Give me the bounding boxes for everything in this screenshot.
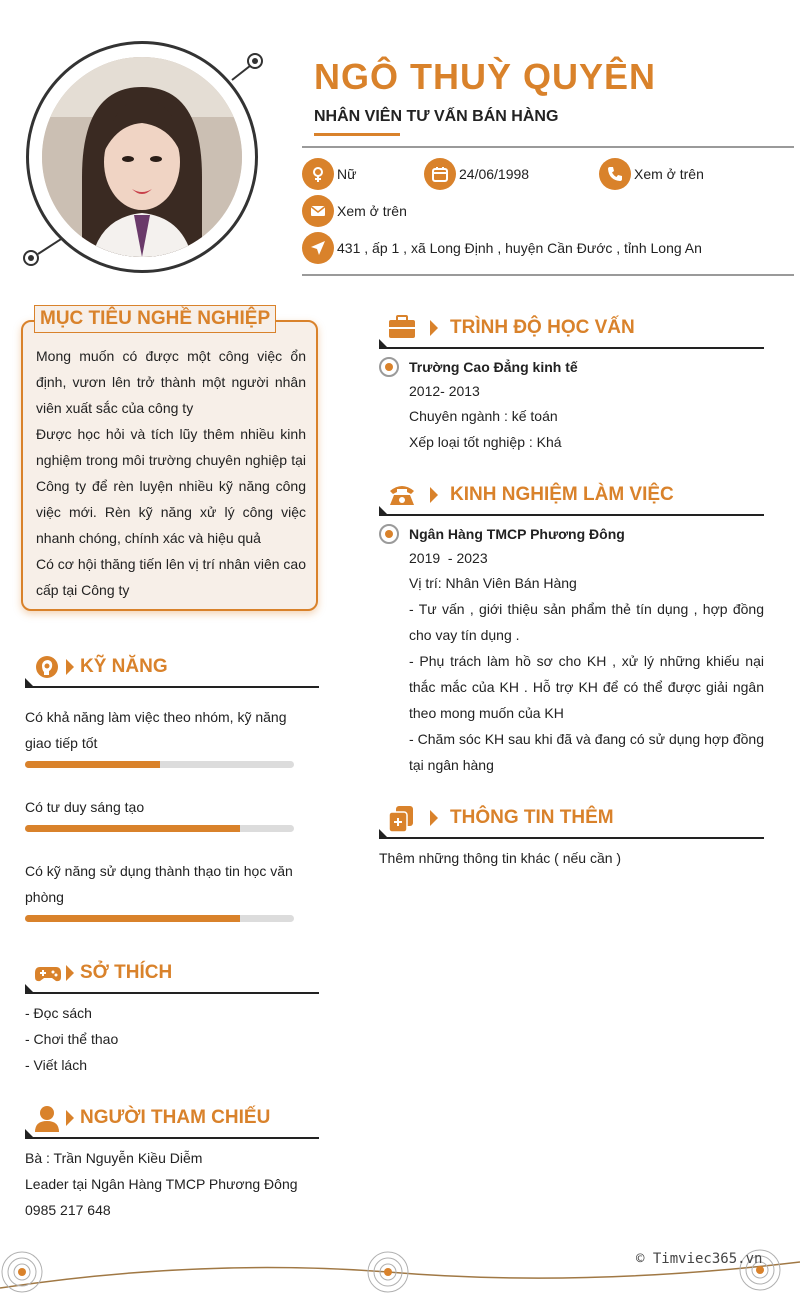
- skill-label: Có tư duy sáng tạo: [25, 799, 145, 815]
- experience-duty: - Tư vấn , giới thiệu sản phẩm thẻ tín dụng , hợp đồng cho vay tín dụng .: [409, 601, 764, 643]
- address-value: 431 , ấp 1 , xã Long Định , huyện Cần Đước , tỉnh Long An: [337, 240, 702, 256]
- hobby-item: - Đọc sách: [25, 1005, 92, 1021]
- phone-icon: [599, 158, 631, 190]
- avatar: [42, 57, 242, 257]
- experience-company: Ngân Hàng TMCP Phương Đông: [409, 526, 625, 542]
- add-document-icon: [388, 805, 414, 838]
- reference-line: Bà : Trần Nguyễn Kiều Diễm: [25, 1150, 203, 1166]
- footer-decoration: [0, 1240, 800, 1294]
- experience-duty: - Chăm sóc KH sau khi đã và đang có sử dụng hợp đồng tại ngân hàng: [409, 731, 764, 773]
- education-years: 2012- 2013: [409, 383, 480, 399]
- objective-box: [21, 320, 318, 611]
- skill-bar-fill: [25, 761, 160, 768]
- location-icon: [302, 232, 334, 264]
- phone-desk-icon: [388, 483, 416, 512]
- skill-bar: [25, 915, 294, 922]
- education-grade: Xếp loại tốt nghiệp : Khá: [409, 434, 562, 450]
- hobbies-title: SỞ THÍCH: [80, 962, 173, 983]
- skills-icon: [34, 655, 60, 686]
- skills-rule: [25, 686, 319, 688]
- info-top-divider: [302, 146, 794, 148]
- person-icon: [34, 1104, 60, 1137]
- education-title: TRÌNH ĐỘ HỌC VẤN: [450, 317, 635, 338]
- reference-line: Leader tại Ngân Hàng TMCP Phương Đông: [25, 1176, 298, 1192]
- objective-paragraph: Mong muốn có được một công việc ổn định, vươn lên trở thành một người nhân viên xuất sắc của công ty: [36, 348, 306, 416]
- education-major: Chuyên ngành : kế toán: [409, 408, 558, 424]
- objective-paragraph: Được học hỏi và tích lũy thêm nhiều kinh nghiệm trong môi trường chuyên nghiệp tại Công ty để rèn luyện nhiều kỹ năng công việc mới. Rèn kỹ năng xử lý công việc nhanh chóng, chính xác và hiệu quả: [36, 426, 306, 546]
- education-school: Trường Cao Đẳng kinh tế: [409, 359, 578, 375]
- email-icon: [302, 195, 334, 227]
- education-timeline-dot: [379, 357, 399, 377]
- candidate-name: NGÔ THUỲ QUYÊN: [314, 56, 657, 97]
- experience-timeline-dot: [379, 524, 399, 544]
- avatar-deco-dot-bottom: [23, 250, 39, 266]
- info-bottom-divider: [302, 274, 794, 276]
- job-title-underline: [314, 133, 400, 136]
- extra-text: Thêm những thông tin khác ( nếu cần ): [379, 850, 622, 866]
- skill-bar: [25, 761, 294, 768]
- skill-label: Có kỹ năng sử dụng thành thạo tin học văn phòng: [25, 863, 293, 905]
- experience-rule: [379, 514, 764, 516]
- experience-duties: [409, 596, 764, 778]
- watermark: © Timviec365.vn: [636, 1251, 763, 1267]
- experience-years: 2019 - 2023: [409, 550, 488, 566]
- skills-chevron-icon: [66, 659, 74, 675]
- phone-value: Xem ở trên: [634, 166, 704, 182]
- job-title: NHÂN VIÊN TƯ VẤN BÁN HÀNG: [314, 108, 559, 125]
- skills-title: KỸ NĂNG: [80, 656, 168, 677]
- hobbies-rule: [25, 992, 319, 994]
- email-value: Xem ở trên: [337, 203, 407, 219]
- calendar-icon: [424, 158, 456, 190]
- extra-chevron-icon: [430, 810, 438, 826]
- references-chevron-icon: [66, 1110, 74, 1126]
- avatar-deco-dot-top: [247, 53, 263, 69]
- gender-value: Nữ: [337, 166, 357, 182]
- birthday-value: 24/06/1998: [459, 166, 530, 182]
- reference-line: 0985 217 648: [25, 1202, 111, 1218]
- references-title: NGƯỜI THAM CHIẾU: [80, 1107, 271, 1128]
- objective-title: MỤC TIÊU NGHỀ NGHIỆP: [34, 305, 276, 333]
- hobbies-chevron-icon: [66, 965, 74, 981]
- extra-rule: [379, 837, 764, 839]
- extra-title: THÔNG TIN THÊM: [450, 807, 614, 828]
- experience-title: KINH NGHIỆM LÀM VIỆC: [450, 484, 674, 505]
- references-rule: [25, 1137, 319, 1139]
- gamepad-icon: [34, 963, 62, 990]
- objective-paragraph: Có cơ hội thăng tiến lên vị trí nhân viên cao cấp tại Công ty: [36, 556, 306, 598]
- briefcase-icon: [388, 315, 416, 344]
- experience-chevron-icon: [430, 487, 438, 503]
- experience-position: Vị trí: Nhân Viên Bán Hàng: [409, 575, 577, 591]
- gender-icon: [302, 158, 334, 190]
- hobby-item: - Viết lách: [25, 1057, 87, 1073]
- skill-bar: [25, 825, 294, 832]
- skill-bar-fill: [25, 915, 240, 922]
- education-rule: [379, 347, 764, 349]
- skill-label: Có khả năng làm việc theo nhóm, kỹ năng giao tiếp tốt: [25, 709, 287, 751]
- experience-duty: - Phụ trách làm hồ sơ cho KH , xử lý những khiếu nại thắc mắc của KH . Hỗ trợ KH để có thể được giải ngân theo mong muốn của KH: [409, 653, 764, 721]
- skill-bar-fill: [25, 825, 240, 832]
- hobby-item: - Chơi thể thao: [25, 1031, 119, 1047]
- education-chevron-icon: [430, 320, 438, 336]
